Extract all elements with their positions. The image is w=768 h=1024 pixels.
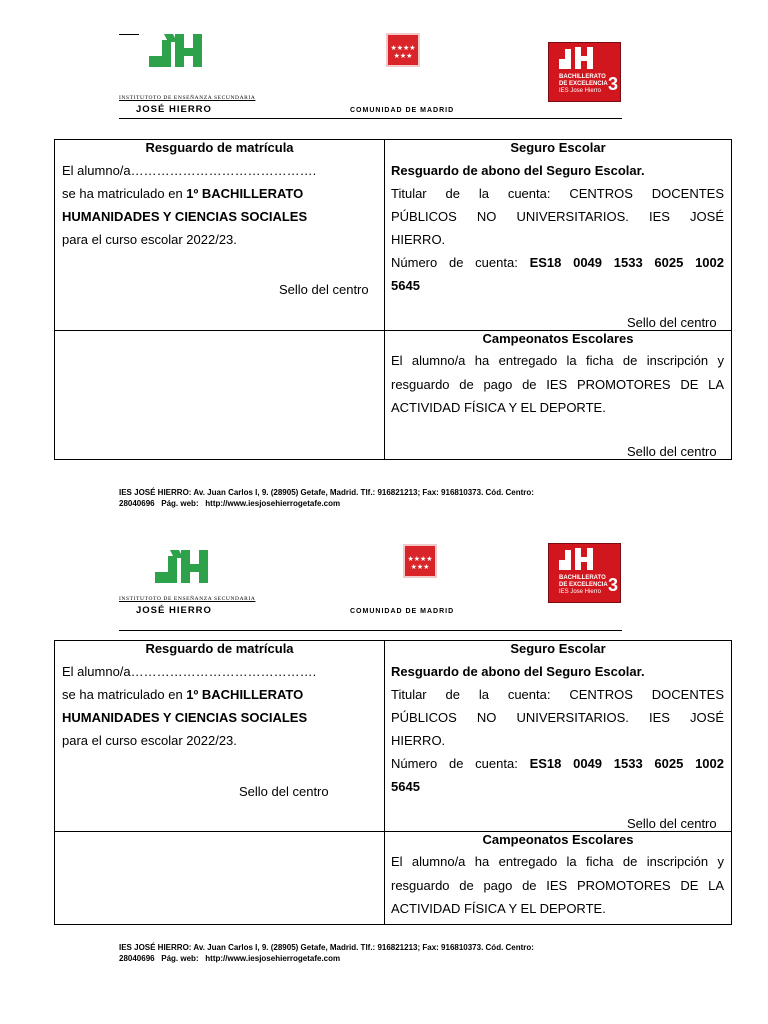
matricula-course: 1º BACHILLERATO — [186, 186, 304, 201]
matricula-sello: Sello del centro — [239, 784, 329, 799]
seguro-cuenta-2: 5645 — [391, 278, 420, 293]
matricula-line-3: HUMANIDADES Y CIENCIAS SOCIALES — [62, 209, 308, 224]
campeonatos-sello: Sello del centro — [627, 444, 717, 459]
table-divider — [384, 641, 385, 924]
svg-text:★★★: ★★★ — [410, 563, 430, 571]
seguro-cuenta-label: Número de cuenta: — [391, 255, 530, 270]
matricula-heading: Resguardo de matrícula — [145, 641, 294, 656]
badge-line-3: IES Jose Hierro — [559, 88, 602, 94]
badge-number: 3 — [607, 575, 618, 595]
seguro-cuenta-label: Número de cuenta: — [391, 756, 530, 771]
svg-text:★★★★: ★★★★ — [390, 44, 416, 52]
header-dash — [119, 34, 139, 35]
seguro-sello: Sello del centro — [627, 816, 717, 831]
institute-caption: INSTITUTOTO DE ENSEÑANZA SECUNDARIA — [119, 95, 256, 101]
school-name: JOSÉ HIERRO — [136, 605, 212, 616]
seguro-cuenta-number: ES18 0049 1533 6025 1002 — [529, 255, 724, 270]
comunidad-madrid-logo — [403, 544, 437, 578]
badge-line-2: DE EXCELENCIA — [559, 81, 608, 87]
seguro-titular-3: HIERRO. — [391, 733, 446, 748]
badge-line-1: BACHILLERATO — [559, 575, 606, 581]
seguro-cuenta — [391, 752, 724, 775]
seguro-titular-1: Titular de la cuenta: CENTROS DOCENTES — [391, 687, 724, 702]
seguro-heading: Seguro Escolar — [510, 641, 606, 656]
matricula-course: 1º BACHILLERATO — [186, 687, 304, 702]
svg-text:★★★: ★★★ — [393, 52, 413, 60]
campeonatos-heading: Campeonatos Escolares — [482, 331, 634, 346]
ies-jh-logo — [155, 548, 211, 584]
receipt-table — [54, 640, 732, 925]
campeonatos-line-2: resguardo de pago de IES PROMOTORES DE LA — [391, 878, 724, 893]
ies-jh-logo — [149, 32, 205, 68]
seguro-titular-2: PÚBLICOS NO UNIVERSITARIOS. IES JOSÉ — [391, 710, 724, 725]
school-name: JOSÉ HIERRO — [136, 104, 212, 115]
badge-line-2: DE EXCELENCIA — [559, 582, 608, 588]
matricula-line-2 — [62, 182, 303, 205]
comunidad-madrid-logo — [386, 33, 420, 67]
bachillerato-excelencia-badge — [548, 42, 621, 102]
matricula-sello: Sello del centro — [279, 282, 369, 297]
matricula-line-4: para el curso escolar 2022/23. — [62, 733, 237, 748]
matricula-line-1: El alumno/a……………………………………. — [62, 163, 317, 178]
matricula-line-2-prefix: se ha matriculado en — [62, 186, 187, 201]
receipt-table — [54, 139, 732, 460]
matricula-line-4: para el curso escolar 2022/23. — [62, 232, 237, 247]
seguro-titular-2: PÚBLICOS NO UNIVERSITARIOS. IES JOSÉ — [391, 209, 724, 224]
badge-jh-mark — [557, 546, 597, 572]
seguro-subheading: Resguardo de abono del Seguro Escolar. — [391, 163, 645, 178]
matricula-line-2-prefix: se ha matriculado en — [62, 687, 187, 702]
header-rule — [119, 118, 622, 119]
seguro-sello: Sello del centro — [627, 315, 717, 330]
badge-jh-mark — [557, 45, 597, 71]
table-divider — [384, 140, 385, 459]
svg-text:★★★★: ★★★★ — [407, 555, 433, 563]
community-name: COMUNIDAD DE MADRID — [350, 107, 455, 114]
footer-line-2: 28040696 Pág. web: http://www.iesjosehierrogetafe.com — [119, 954, 341, 963]
footer-line-1: IES JOSÉ HIERRO: Av. Juan Carlos I, 9. (28905) Getafe, Madrid. Tlf.: 916821213; Fax: 916810373. Cód. Centro: — [119, 488, 534, 497]
badge-line-1: BACHILLERATO — [559, 74, 606, 80]
receipt-copy-1 — [0, 0, 768, 508]
seguro-titular-3: HIERRO. — [391, 232, 446, 247]
matricula-line-2 — [62, 683, 303, 706]
campeonatos-line-1: El alumno/a ha entregado la ficha de inscripción y — [391, 353, 724, 368]
institute-caption: INSTITUTOTO DE ENSEÑANZA SECUNDARIA — [119, 596, 256, 602]
badge-number: 3 — [607, 74, 618, 94]
matricula-heading: Resguardo de matrícula — [145, 140, 294, 155]
seguro-cuenta-2: 5645 — [391, 779, 420, 794]
seguro-cuenta — [391, 251, 724, 274]
receipt-copy-2 — [0, 501, 768, 981]
footer-line-1: IES JOSÉ HIERRO: Av. Juan Carlos I, 9. (28905) Getafe, Madrid. Tlf.: 916821213; Fax: 916810373. Cód. Centro: — [119, 943, 534, 952]
campeonatos-line-3: ACTIVIDAD FÍSICA Y EL DEPORTE. — [391, 901, 606, 916]
campeonatos-line-2: resguardo de pago de IES PROMOTORES DE LA — [391, 377, 724, 392]
campeonatos-line-1: El alumno/a ha entregado la ficha de inscripción y — [391, 854, 724, 869]
badge-line-3: IES Jose Hierro — [559, 589, 602, 595]
seguro-cuenta-number: ES18 0049 1533 6025 1002 — [529, 756, 724, 771]
seguro-titular-1: Titular de la cuenta: CENTROS DOCENTES — [391, 186, 724, 201]
seguro-heading: Seguro Escolar — [510, 140, 606, 155]
matricula-line-1: El alumno/a……………………………………. — [62, 664, 317, 679]
community-name: COMUNIDAD DE MADRID — [350, 608, 455, 615]
seguro-subheading: Resguardo de abono del Seguro Escolar. — [391, 664, 645, 679]
header-rule — [119, 630, 622, 631]
bachillerato-excelencia-badge — [548, 543, 621, 603]
campeonatos-line-3: ACTIVIDAD FÍSICA Y EL DEPORTE. — [391, 400, 606, 415]
matricula-line-3: HUMANIDADES Y CIENCIAS SOCIALES — [62, 710, 308, 725]
footer-line-2: 28040696 Pág. web: http://www.iesjosehierrogetafe.com — [119, 499, 341, 508]
campeonatos-heading: Campeonatos Escolares — [482, 832, 634, 847]
